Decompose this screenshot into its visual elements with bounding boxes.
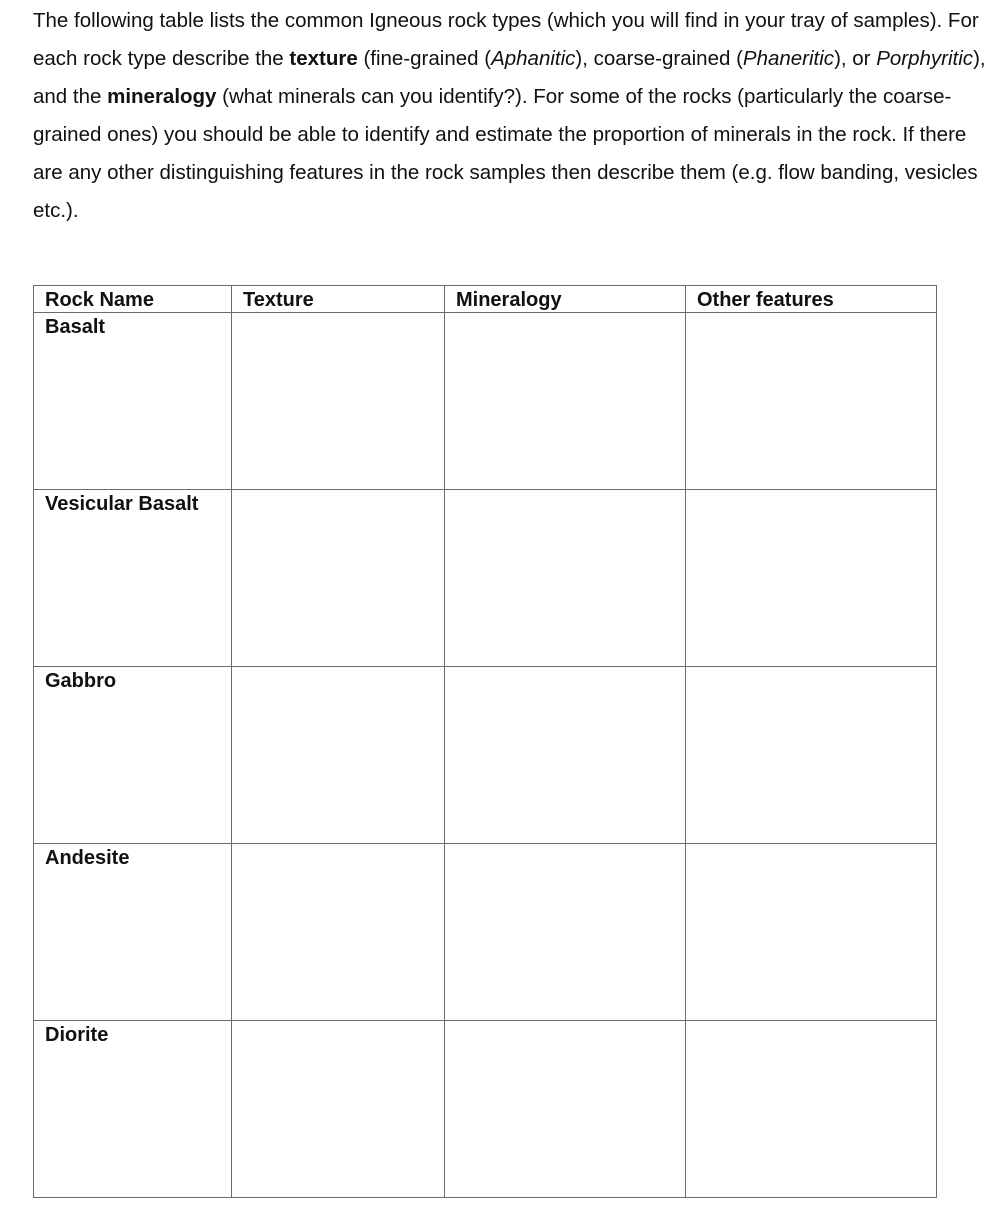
mineralogy-cell[interactable] (445, 667, 686, 844)
table-row (34, 313, 937, 490)
mineralogy-term: mineralogy (107, 85, 217, 108)
aphanitic-term: Aphanitic (491, 47, 576, 70)
rock-name-cell: Diorite (34, 1021, 232, 1198)
header-rock-name: Rock Name (34, 286, 232, 313)
intro-text-3: ), coarse-grained ( (575, 47, 743, 70)
other-features-cell[interactable] (686, 844, 937, 1021)
rock-name-cell: Basalt (34, 313, 232, 490)
table-row (34, 1021, 937, 1198)
intro-text-4: ), or (834, 47, 877, 70)
intro-text-6: (what minerals can you identify?). For some of the rocks (particularly the coarse-grained ones) you should be able to identify and estimate the proportion of minerals in the rock. If there are any other distinguishing features in the rock samples then describe them (e.g. flow banding, vesicles etc.). (33, 85, 978, 222)
phaneritic-term: Phaneritic (742, 47, 835, 70)
rock-name-cell: Vesicular Basalt (34, 490, 232, 667)
other-features-cell[interactable] (686, 490, 937, 667)
rock-table (33, 285, 937, 1198)
texture-cell[interactable] (232, 313, 445, 490)
intro-text-2: (fine-grained ( (357, 47, 492, 70)
mineralogy-cell[interactable] (445, 1021, 686, 1198)
texture-cell[interactable] (232, 1021, 445, 1198)
other-features-cell[interactable] (686, 313, 937, 490)
mineralogy-cell[interactable] (445, 490, 686, 667)
header-texture: Texture (232, 286, 445, 313)
table-row (34, 490, 937, 667)
header-mineralogy: Mineralogy (445, 286, 686, 313)
texture-cell[interactable] (232, 490, 445, 667)
mineralogy-cell[interactable] (445, 313, 686, 490)
table-header-row (34, 286, 937, 313)
intro-text-1: The following table lists the common Igneous rock types (which you will find in your tray of samples). For each rock type describe the (33, 9, 979, 70)
rock-name-cell: Andesite (34, 844, 232, 1021)
texture-cell[interactable] (232, 667, 445, 844)
porphyritic-term: Porphyritic (876, 47, 974, 70)
rock-name-cell: Gabbro (34, 667, 232, 844)
texture-cell[interactable] (232, 844, 445, 1021)
header-other-features: Other features (686, 286, 937, 313)
texture-term: texture (289, 47, 358, 70)
table-row (34, 844, 937, 1021)
intro-text-5: ), and the (33, 47, 986, 108)
mineralogy-cell[interactable] (445, 844, 686, 1021)
table-row (34, 667, 937, 844)
instructions-paragraph (33, 2, 998, 230)
other-features-cell[interactable] (686, 667, 937, 844)
other-features-cell[interactable] (686, 1021, 937, 1198)
